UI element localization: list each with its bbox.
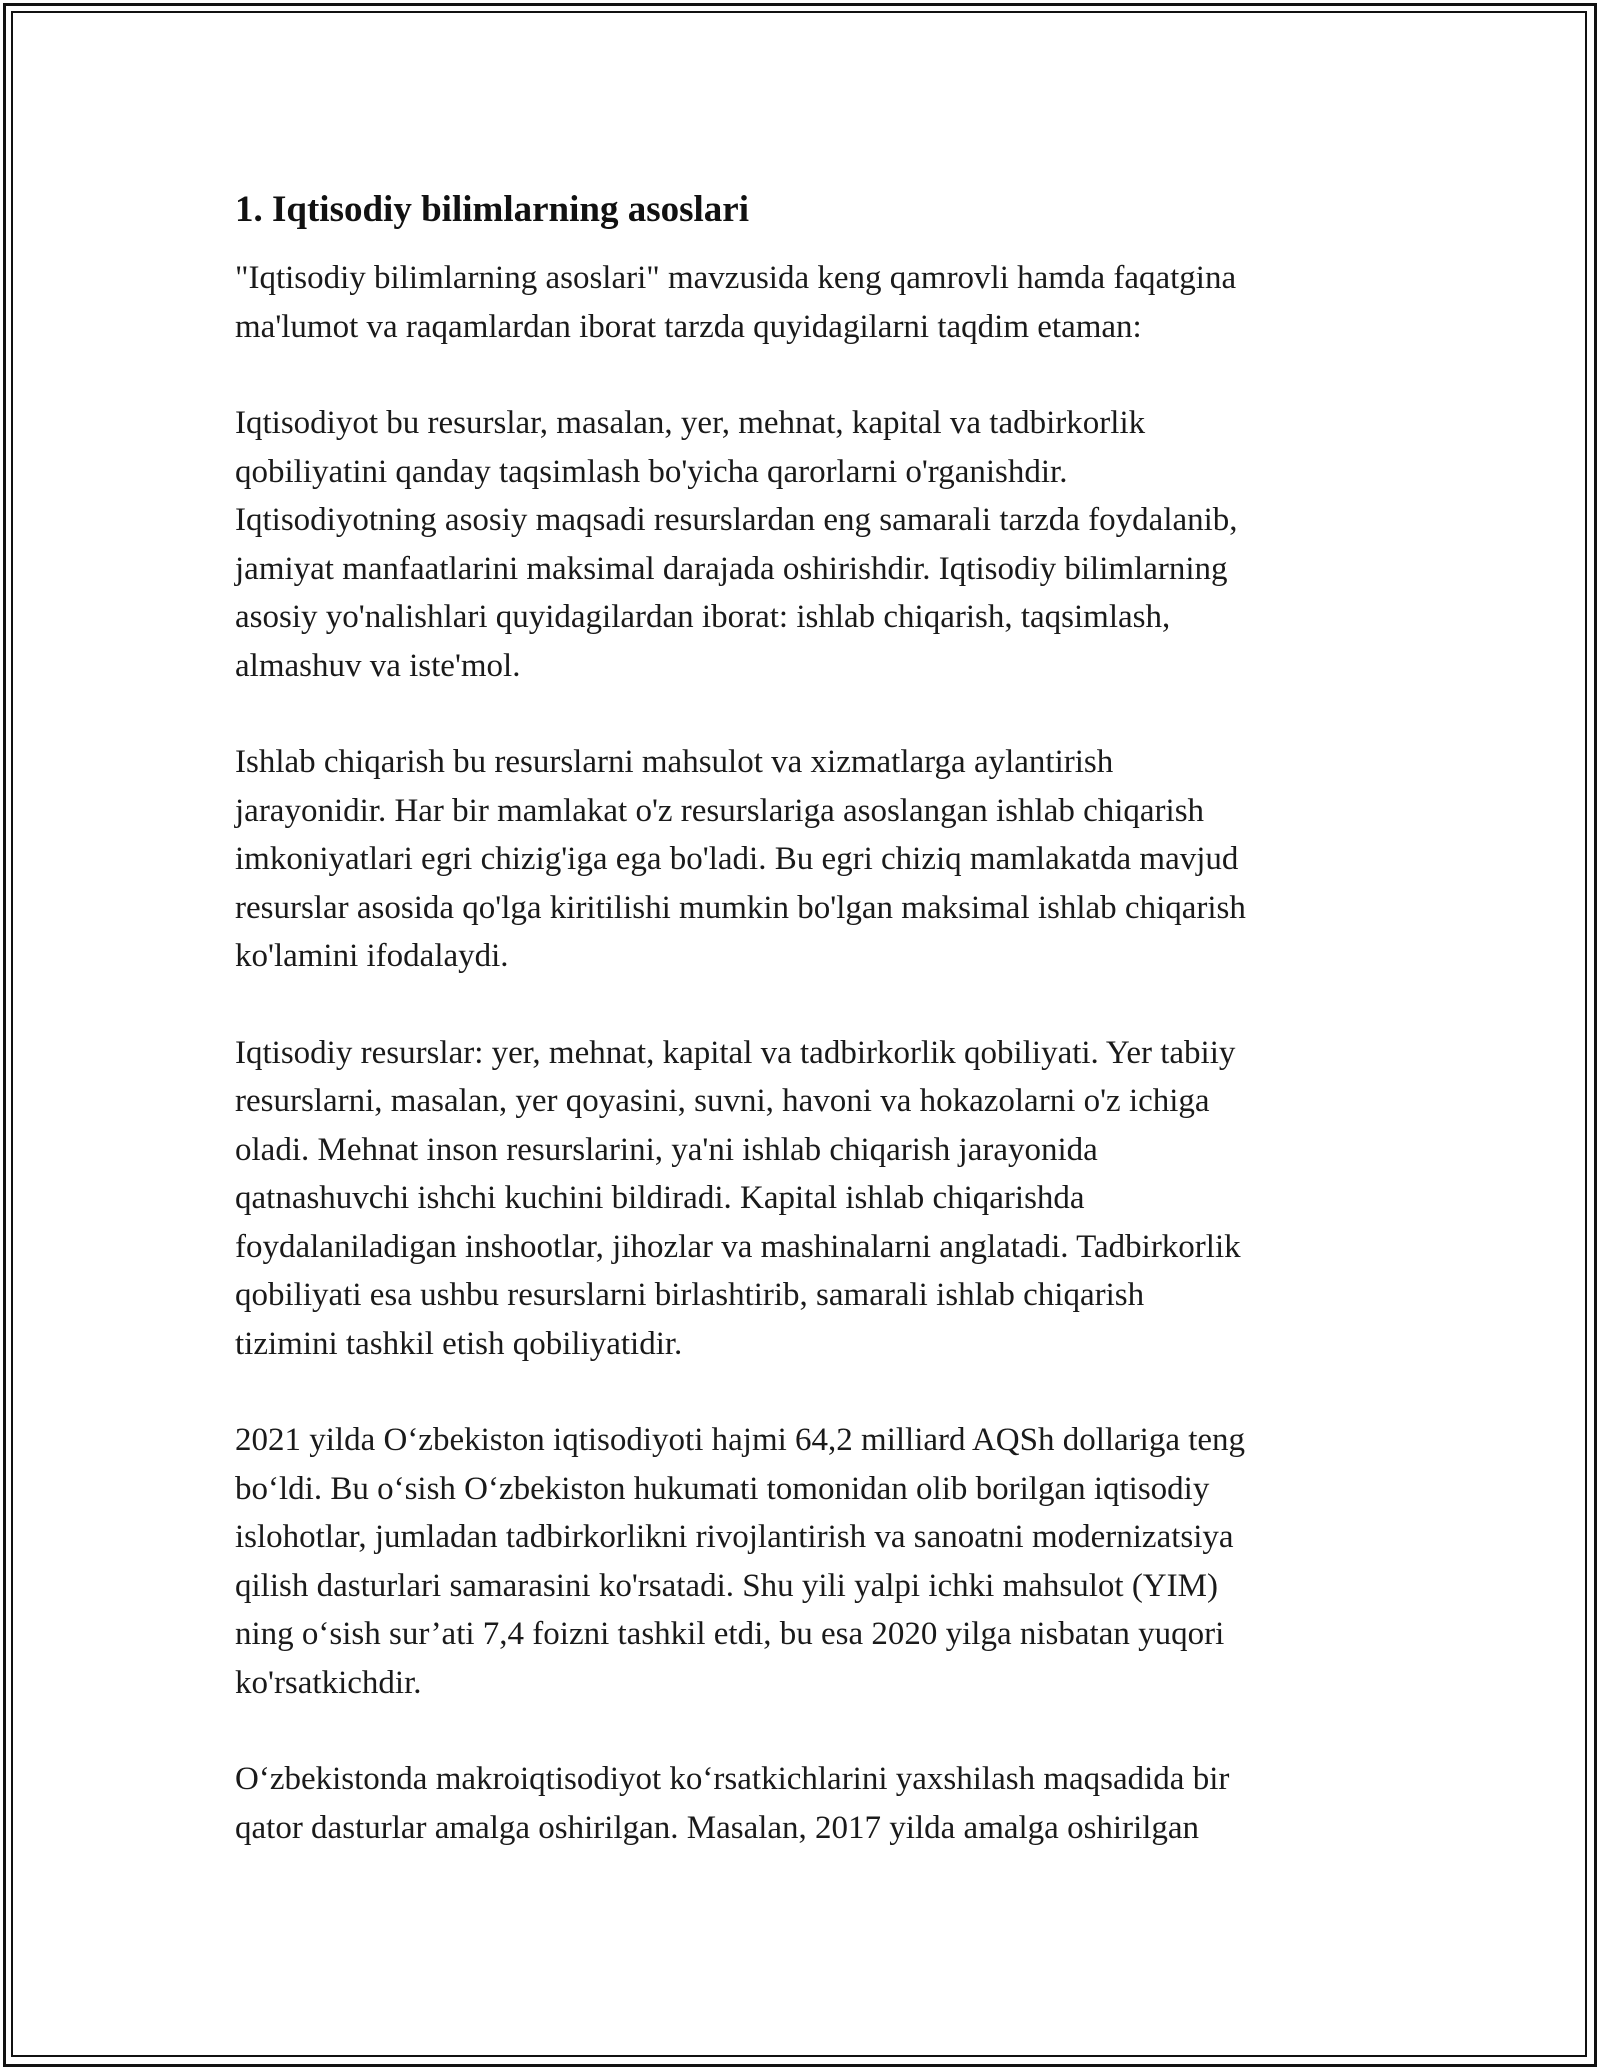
text-line: qobiliyatini qanday taqsimlash bo'yicha qarorlarni o'rganishdir. (235, 453, 1068, 490)
text-line: resurslar asosida qo'lga kiritilishi mumkin bo'lgan maksimal ishlab chiqarish (235, 889, 1246, 926)
text-line: jarayonidir. Har bir mamlakat o'z resurslariga asoslangan ishlab chiqarish (235, 792, 1205, 829)
paragraph (235, 1029, 1375, 1369)
text-line: ko'lamini ifodalaydi. (235, 938, 509, 974)
text-line: bo‘ldi. Bu o‘sish O‘zbekiston hukumati tomonidan olib borilgan iqtisodiy (235, 1470, 1210, 1507)
paragraph-list (235, 254, 1375, 1852)
text-line: foydalaniladigan inshootlar, jihozlar va mashinalarni anglatadi. Tadbirkorlik (235, 1228, 1241, 1265)
text-line: almashuv va iste'mol. (235, 647, 521, 684)
text-line: resurslarni, masalan, yer qoyasini, suvni, havoni va hokazolarni o'z ichiga (235, 1083, 1210, 1119)
text-line: jamiyat manfaatlarini maksimal darajada oshirishdir. Iqtisodiy bilimlarning (235, 550, 1228, 587)
text-line: Iqtisodiy resurslar: yer, mehnat, kapital va tadbirkorlik qobiliyati. Yer tabiiy (235, 1034, 1236, 1071)
text-line: Iqtisodiyot bu resurslar, masalan, yer, mehnat, kapital va tadbirkorlik (235, 405, 1146, 441)
text-line: "Iqtisodiy bilimlarning asoslari" mavzusida keng qamrovli hamda faqatgina (235, 260, 1237, 296)
text-line: oladi. Mehnat inson resurslarini, ya'ni ishlab chiqarish jarayonida (235, 1131, 1098, 1168)
text-line: Ishlab chiqarish bu resurslarni mahsulot va xizmatlarga aylantirish (235, 744, 1114, 780)
paragraph (235, 254, 1375, 351)
paragraph (235, 1416, 1375, 1707)
text-line: qator dasturlar amalga oshirilgan. Masalan, 2017 yilda amalga oshirilgan (235, 1809, 1200, 1846)
text-line: asosiy yo'nalishlari quyidagilardan iborat: ishlab chiqarish, taqsimlash, (235, 599, 1171, 635)
text-line: ning o‘sish sur’ati 7,4 foizni tashkil etdi, bu esa 2020 yilga nisbatan yuqori (235, 1616, 1225, 1652)
paragraph (235, 738, 1375, 981)
text-line: ko'rsatkichdir. (235, 1664, 422, 1701)
section-heading: 1. Iqtisodiy bilimlarning asoslari (235, 189, 749, 230)
text-line: qobiliyati esa ushbu resurslarni birlashtirib, samarali ishlab chiqarish (235, 1277, 1145, 1313)
text-line: islohotlar, jumladan tadbirkorlikni rivojlantirish va sanoatni modernizatsiya (235, 1519, 1234, 1555)
text-line: qilish dasturlari samarasini ko'rsatadi. Shu yili yalpi ichki mahsulot (YIM) (235, 1567, 1218, 1604)
paragraph (235, 399, 1375, 690)
text-line: imkoniyatlari egri chizig'iga ega bo'ladi. Bu egri chiziq mamlakatda mavjud (235, 841, 1239, 877)
text-line: O‘zbekistonda makroiqtisodiyot ko‘rsatkichlarini yaxshilash maqsadida bir (235, 1761, 1230, 1797)
text-line: Iqtisodiyotning asosiy maqsadi resurslardan eng samarali tarzda foydalanib, (235, 502, 1238, 538)
text-line: ma'lumot va raqamlardan iborat tarzda quyidagilarni taqdim etaman: (235, 308, 1142, 345)
text-line: 2021 yilda O‘zbekiston iqtisodiyoti hajmi 64,2 milliard AQSh dollariga teng (235, 1422, 1246, 1458)
paragraph (235, 1755, 1375, 1852)
document-body (235, 186, 1375, 1900)
text-line: tizimini tashkil etish qobiliyatidir. (235, 1325, 683, 1362)
text-line: qatnashuvchi ishchi kuchini bildiradi. Kapital ishlab chiqarishda (235, 1180, 1085, 1216)
